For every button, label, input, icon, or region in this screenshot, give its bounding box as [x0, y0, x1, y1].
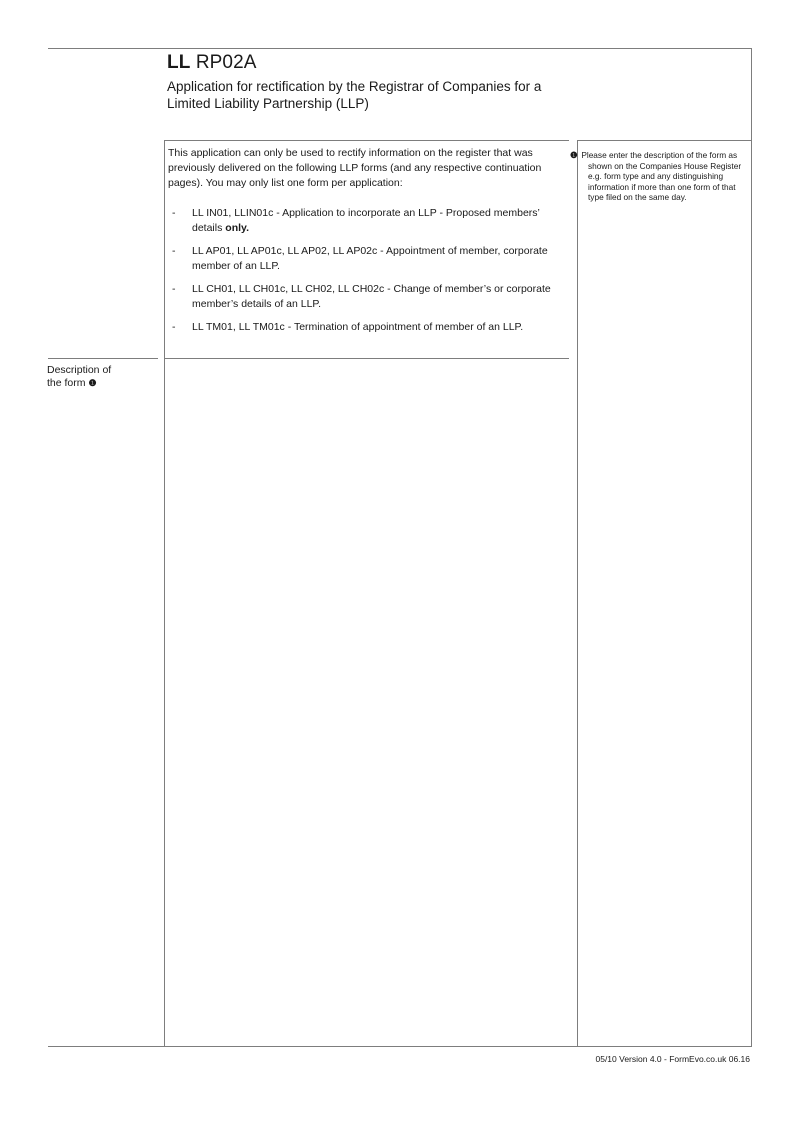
list-item — [168, 282, 568, 312]
side-column-border — [577, 140, 578, 1046]
form-title-line2: Limited Liability Partnership (LLP) — [167, 96, 369, 111]
field-label-line1: Description of — [47, 364, 112, 376]
list-item-text: LL AP01, LL AP01c, LL AP02, LL AP02c - Appointment of member, corporate member of an LLP. — [192, 245, 548, 272]
guidance-note: ❶ Please enter the description of the form as shown on the Companies House Register e.g. form type and any distinguishing information if more than one form of that type filed on the same day. — [570, 150, 742, 203]
list-item-text: LL IN01, LLIN01c - Application to incorporate an LLP - Proposed members’ details — [192, 207, 540, 234]
form-code — [167, 52, 257, 74]
list-dash: - — [172, 207, 176, 219]
label-rule — [48, 358, 158, 359]
form-code-prefix: LL — [167, 52, 191, 73]
description-field-label — [47, 364, 157, 390]
list-dash: - — [172, 283, 176, 295]
eligible-forms-list — [168, 206, 568, 343]
right-border — [751, 48, 752, 1046]
note-marker-icon: ❶ — [88, 378, 97, 388]
side-note-top-rule — [577, 140, 751, 141]
list-dash: - — [172, 321, 176, 333]
list-item — [168, 244, 568, 274]
list-item-emphasis: only. — [225, 222, 250, 234]
list-item-text: LL TM01, LL TM01c - Termination of appointment of member of an LLP. — [192, 321, 524, 333]
description-of-form-field[interactable] — [164, 360, 577, 1043]
field-label-line2: the form — [47, 377, 86, 389]
form-code-number: RP02A — [195, 52, 257, 73]
list-dash: - — [172, 245, 176, 257]
field-top-rule — [164, 358, 569, 359]
form-title — [167, 78, 567, 112]
footer-version: 05/10 Version 4.0 - FormEvo.co.uk 06.16 — [595, 1054, 750, 1064]
bottom-rule — [48, 1046, 752, 1047]
guidance-note-text: Please enter the description of the form as shown on the Companies House Register e.g. form type and any distinguishing information if more than one form of that type filed on the same day. — [581, 150, 742, 203]
intro-left-border — [164, 140, 165, 360]
list-item — [168, 206, 568, 236]
top-rule — [48, 48, 752, 49]
intro-text: This application can only be used to rectify information on the register that was previously delivered on the following LLP forms (and any respective continuation pages). You may only list one form per application: — [168, 147, 542, 189]
list-item — [168, 320, 568, 335]
intro-top-rule — [164, 140, 569, 141]
form-title-line1: Application for rectification by the Registrar of Companies for a — [167, 79, 542, 94]
list-item-text: LL CH01, LL CH01c, LL CH02, LL CH02c - Change of member’s or corporate member’s details of an LLP. — [192, 283, 551, 310]
